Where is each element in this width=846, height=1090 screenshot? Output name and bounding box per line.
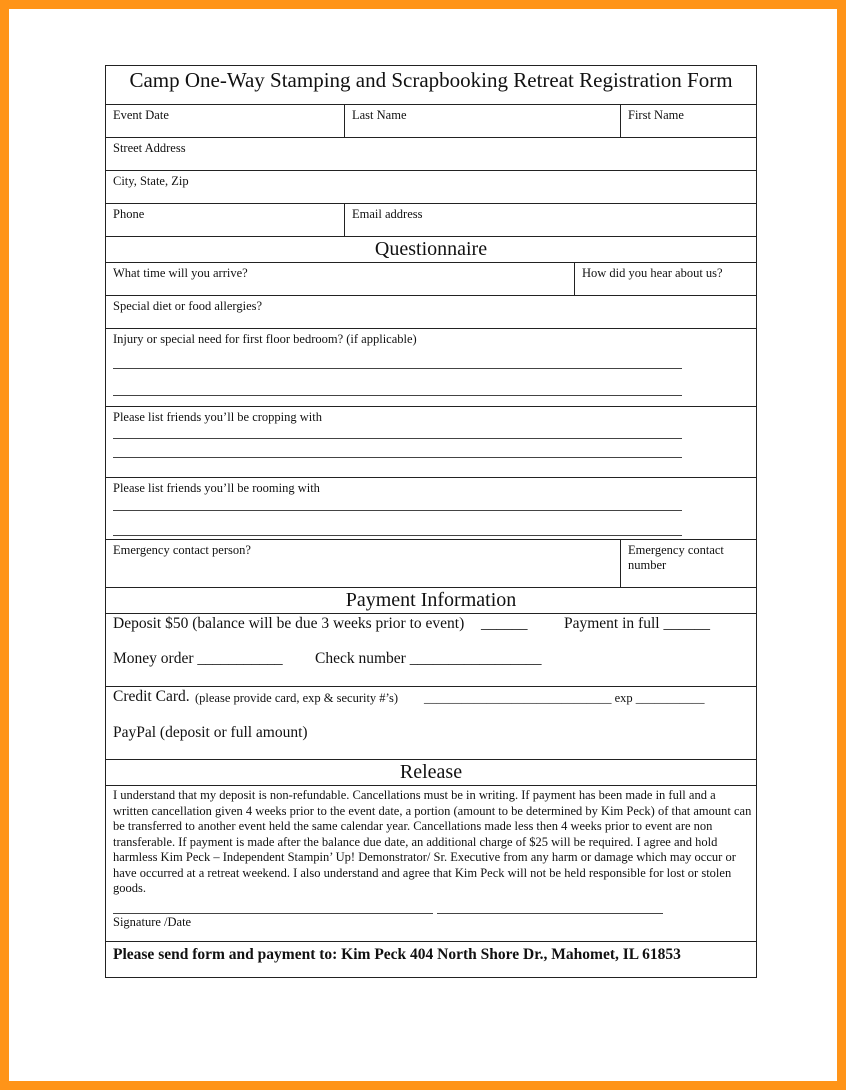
- deposit-blank[interactable]: ______: [481, 615, 528, 632]
- injury-line: [113, 395, 682, 396]
- date-line[interactable]: [437, 913, 663, 914]
- diet-field[interactable]: [106, 295, 756, 328]
- diet-label: Special diet or food allergies?: [113, 299, 263, 313]
- payment-heading: Payment Information: [345, 589, 517, 611]
- payment-options: [106, 613, 756, 686]
- credit-card-detail: (please provide card, exp & security #’s): [195, 691, 399, 705]
- hear-about-label: How did you hear about us?: [582, 266, 723, 280]
- emergency-number-field[interactable]: [620, 540, 756, 587]
- payment-full-option[interactable]: Payment in full ______: [564, 615, 710, 632]
- name-row: [106, 104, 756, 137]
- release-section: [106, 785, 756, 941]
- injury-line: [113, 368, 682, 369]
- release-header: [106, 759, 756, 785]
- event-date-field[interactable]: [106, 105, 344, 137]
- signature-line[interactable]: [113, 913, 433, 914]
- street-address-label: Street Address: [113, 141, 186, 155]
- rooming-friends-field[interactable]: [106, 477, 756, 539]
- paypal-option[interactable]: PayPal (deposit or full amount): [113, 724, 308, 741]
- phone-field[interactable]: [106, 204, 344, 236]
- contact-row: [106, 203, 756, 236]
- arrival-row: [106, 262, 756, 295]
- street-address-field[interactable]: [106, 137, 756, 170]
- page: [9, 9, 837, 1081]
- signature-label: Signature /Date: [113, 915, 192, 929]
- emergency-person-field[interactable]: [106, 540, 620, 587]
- first-name-field[interactable]: [620, 105, 756, 137]
- release-heading: Release: [399, 761, 463, 783]
- questionnaire-header: [106, 236, 756, 262]
- email-label: Email address: [352, 207, 423, 221]
- first-name-label: First Name: [628, 108, 684, 122]
- rooming-line: [113, 510, 682, 511]
- money-order-option[interactable]: Money order ___________: [113, 650, 283, 667]
- card-options: [106, 686, 756, 759]
- rooming-friends-label: Please list friends you’ll be rooming with: [113, 481, 320, 495]
- arrival-time-label: What time will you arrive?: [113, 266, 248, 280]
- injury-field[interactable]: [106, 328, 756, 406]
- release-text: I understand that my deposit is non-refundable. Cancellations must be in writing. If payment has been made in full and a written cancellation given 4 weeks prior to the event date, a portion (amount to be determined by Kim Peck) of that amount can be transferred to another event held the same calendar year. Cancellations made less then 4 weeks prior to event are non transferable. If payment is made after the balance due date, an additional charge of $25 will be required. I agree and hold harmless Kim Peck – Independent Stampin’ Up! Demonstrator/ Sr. Executive from any harm or damage which may occur or have occurred at a retreat weekend. I also understand and agree that Kim Peck will not be held responsible for lost or stolen goods.: [113, 788, 752, 895]
- questionnaire-heading: Questionnaire: [374, 238, 488, 260]
- emergency-person-label: Emergency contact person?: [113, 543, 251, 557]
- cropping-line: [113, 438, 682, 439]
- deposit-option[interactable]: Deposit $50 (balance will be due 3 weeks prior to event): [113, 615, 465, 632]
- event-date-label: Event Date: [113, 108, 169, 122]
- cropping-friends-field[interactable]: [106, 406, 756, 477]
- cropping-line: [113, 457, 682, 458]
- hear-about-field[interactable]: [574, 263, 756, 295]
- last-name-field[interactable]: [344, 105, 620, 137]
- form-title: Camp One-Way Stamping and Scrapbooking Retreat Registration Form: [129, 68, 733, 92]
- arrival-time-field[interactable]: [106, 263, 574, 295]
- phone-label: Phone: [113, 207, 145, 221]
- email-field[interactable]: [344, 204, 756, 236]
- city-state-zip-label: City, State, Zip: [113, 174, 189, 188]
- registration-form: [105, 65, 757, 978]
- payment-header: [106, 587, 756, 613]
- footer-row: [106, 941, 756, 977]
- emergency-number-label: Emergency contact number: [628, 543, 724, 572]
- credit-card-blank[interactable]: ______________________________ exp ___________: [424, 691, 705, 705]
- rooming-line: [113, 535, 682, 536]
- city-state-zip-field[interactable]: [106, 170, 756, 203]
- last-name-label: Last Name: [352, 108, 407, 122]
- emergency-row: [106, 539, 756, 587]
- check-number-option[interactable]: Check number _________________: [315, 650, 542, 667]
- send-address: Please send form and payment to: Kim Peck 404 North Shore Dr., Mahomet, IL 61853: [113, 946, 681, 963]
- injury-label: Injury or special need for first floor bedroom? (if applicable): [113, 332, 417, 346]
- cropping-friends-label: Please list friends you’ll be cropping with: [113, 410, 322, 424]
- credit-card-label: Credit Card.: [113, 688, 190, 705]
